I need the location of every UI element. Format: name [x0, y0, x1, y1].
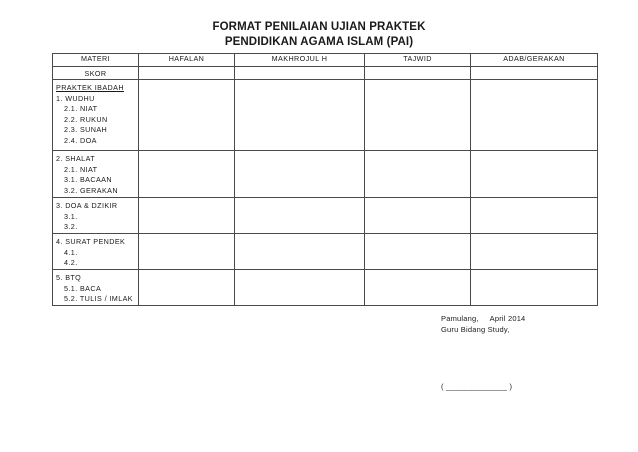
- row-item: 2.4. DOA: [64, 135, 97, 145]
- header-row: [53, 54, 598, 67]
- row-item: 4.2.: [64, 258, 78, 268]
- row-title: 4. SURAT PENDEK: [56, 237, 126, 246]
- score-cell[interactable]: [471, 151, 598, 198]
- section-heading: PRAKTEK IBADAH: [56, 83, 124, 92]
- score-cell[interactable]: [235, 270, 365, 306]
- row-item: 3.1. BACAAN: [64, 175, 112, 185]
- score-cell[interactable]: [365, 151, 471, 198]
- signature-place-date: Pamulang, April 2014: [441, 314, 526, 323]
- score-cell[interactable]: [235, 67, 365, 80]
- score-cell[interactable]: [365, 270, 471, 306]
- row-item: 2.2. RUKUN: [64, 114, 108, 124]
- row-item: 3.1.: [64, 211, 78, 221]
- score-cell[interactable]: [471, 80, 598, 151]
- score-cell[interactable]: [139, 151, 235, 198]
- score-cell[interactable]: [235, 80, 365, 151]
- score-cell[interactable]: [471, 270, 598, 306]
- score-cell[interactable]: [139, 67, 235, 80]
- table-row: [53, 198, 598, 234]
- materi-cell: [53, 198, 139, 234]
- row-item: 3.2. GERAKAN: [64, 185, 118, 195]
- skor-label: SKOR: [53, 67, 139, 80]
- table-row: [53, 270, 598, 306]
- row-title: 5. BTQ: [56, 273, 82, 282]
- score-cell[interactable]: [471, 198, 598, 234]
- score-cell[interactable]: [365, 234, 471, 270]
- row-title: 1. WUDHU: [56, 93, 95, 103]
- row-title: 3. DOA & DZIKIR: [56, 201, 118, 210]
- materi-cell: [53, 234, 139, 270]
- row-item: 3.2.: [64, 222, 78, 232]
- signature-role: Guru Bidang Study,: [441, 325, 510, 334]
- header-makhrojul: MAKHROJUL H: [235, 54, 365, 67]
- score-cell[interactable]: [139, 198, 235, 234]
- document-title: FORMAT PENILAIAN UJIAN PRAKTEK: [212, 21, 426, 33]
- score-cell[interactable]: [139, 80, 235, 151]
- row-title: 2. SHALAT: [56, 154, 96, 163]
- score-cell[interactable]: [235, 198, 365, 234]
- skor-row: [53, 67, 598, 80]
- score-cell[interactable]: [365, 80, 471, 151]
- row-item: 2.3. SUNAH: [64, 125, 108, 135]
- score-cell[interactable]: [471, 234, 598, 270]
- row-item: 4.1.: [64, 247, 78, 257]
- table-row: [53, 80, 598, 151]
- materi-cell: [53, 80, 139, 151]
- score-cell[interactable]: [471, 67, 598, 80]
- table-row: [53, 234, 598, 270]
- header-tajwid: TAJWID: [365, 54, 471, 67]
- row-item: 2.1. NIAT: [64, 164, 98, 174]
- materi-cell: [53, 270, 139, 306]
- header-hafalan: HAFALAN: [139, 54, 235, 67]
- score-cell[interactable]: [235, 151, 365, 198]
- score-cell[interactable]: [139, 234, 235, 270]
- signature-name-blank: ( ______________ ): [441, 382, 513, 391]
- row-item: 5.1. BACA: [64, 283, 102, 293]
- score-cell[interactable]: [139, 270, 235, 306]
- materi-cell: [53, 151, 139, 198]
- header-adab-gerakan: ADAB/GERAKAN: [471, 54, 598, 67]
- assessment-table: [52, 53, 598, 306]
- row-item: 2.1. NIAT: [64, 104, 98, 114]
- header-materi: MATERI: [53, 54, 139, 67]
- row-item: 5.2. TULIS / IMLAK: [64, 294, 133, 304]
- score-cell[interactable]: [365, 198, 471, 234]
- score-cell[interactable]: [365, 67, 471, 80]
- table-row: [53, 151, 598, 198]
- score-cell[interactable]: [235, 234, 365, 270]
- document-subtitle: PENDIDIKAN AGAMA ISLAM (PAI): [224, 36, 414, 48]
